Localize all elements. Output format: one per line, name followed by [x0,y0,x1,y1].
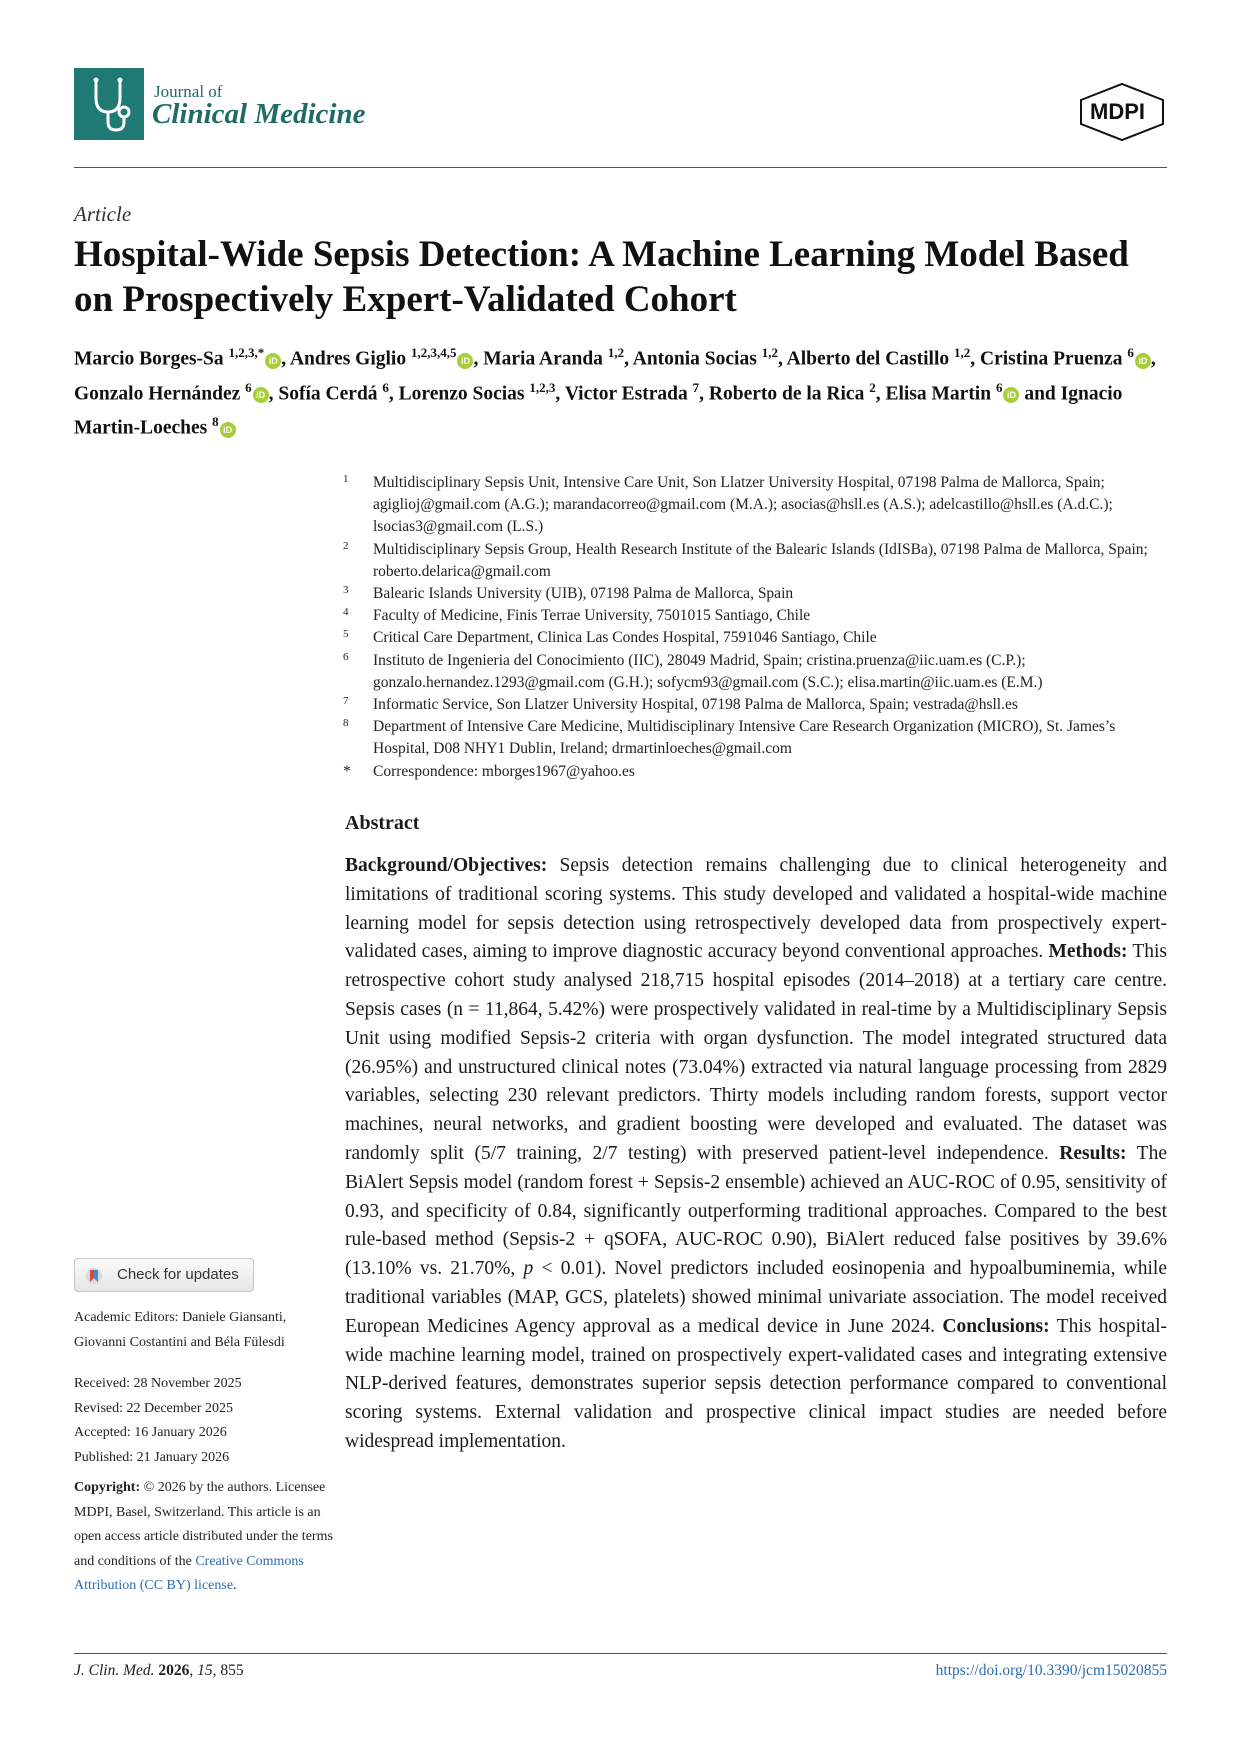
orcid-icon[interactable]: iD [1003,387,1019,403]
received-date: Received: 28 November 2025 [74,1376,242,1391]
conclusions-text: This hospital-wide machine learning model, trained on prospectively expert-validated cases and integrating extensive NLP-derived features, demonstrates superior sepsis detection performance compared to conventional scoring systems. External validation and prospective clinical impact studies are needed before widespread implementation. [345,1315,1167,1452]
author-affiliation-marks: 6 [382,379,389,395]
citation: J. Clin. Med. 2026, 15, 855 [74,1662,244,1679]
article-title: Hospital-Wide Sepsis Detection: A Machine Learning Model Based on Prospectively Expert-Validated Cohort [74,234,1129,320]
author-name: Sofía Cerdá [278,383,383,404]
academic-editors: Academic Editors: Daniele Giansanti, Giovanni Costantini and Béla Fülesdi [74,1310,287,1350]
author-name: Alberto del Castillo [786,348,954,370]
copyright-text: © 2026 by the authors. Licensee MDPI, Basel, Switzerland. This article is an open access article distributed under the terms and conditions of the [74,1480,333,1569]
author-affiliation-marks: 1,2,3 [529,379,556,395]
affiliation-item [343,716,1173,760]
crossmark-icon [85,1267,103,1285]
affiliation-number: 8 [343,717,349,730]
affiliation-item [343,472,1173,539]
correspondence-text: Correspondence: mborges1967@yahoo.es [373,762,635,780]
orcid-icon[interactable]: iD [220,422,236,438]
author-name: Victor Estrada [564,383,693,404]
author-name: Andres Giglio [289,348,411,370]
affiliation-text: Critical Care Department, Clinica Las Condes Hospital, 7591046 Santiago, Chile [373,629,877,647]
background-label: Background/Objectives: [345,855,548,876]
author-separator: , [281,348,290,370]
affiliation-item [343,694,1173,716]
author-name: Elisa Martin [885,383,996,404]
author-name: Lorenzo Socias [398,383,530,404]
citation-page: 855 [220,1662,244,1679]
author-name: Roberto de la Rica [708,383,870,404]
footer-divider [74,1653,1167,1654]
author-name: Antonia Socias [632,348,762,370]
publisher-logo[interactable] [1077,80,1167,142]
affiliation-item [343,539,1173,583]
license-link[interactable]: Creative Commons Attribution (CC BY) license [74,1553,304,1593]
affiliation-number: 5 [343,628,349,641]
author-affiliation-marks: 1,2,3,4,5 [410,345,457,360]
copyright-notice [74,1476,334,1599]
affiliation-text: Balearic Islands University (UIB), 07198 Palma de Mallorca, Spain [373,585,794,603]
author-separator: and [1019,383,1061,404]
affiliation-item [343,650,1173,694]
journal-name: Clinical Medicine [152,98,366,130]
author-name: Cristina Pruenza [980,348,1128,370]
author-separator: , [555,383,565,404]
orcid-icon[interactable]: iD [265,353,281,369]
background-text: Sepsis detection remains challenging due to clinical heterogeneity and limitations of traditional scoring systems. This study developed and validated a hospital-wide machine learning model for sepsis detection using retrospectively developed data from prospectively expert-validated cases, aiming to improve diagnostic accuracy beyond conventional approaches. [345,855,1167,963]
citation-year: 2026 [158,1662,190,1679]
author-name: Maria Aranda [483,348,608,370]
citation-volume: 15 [197,1662,213,1679]
affiliation-number: 7 [343,695,349,708]
correspondence-mark: * [343,762,351,780]
affiliation-number: 6 [343,650,349,663]
author-affiliation-marks: 1,2 [954,345,971,360]
author-separator: , [268,383,279,404]
author-affiliation-marks: 7 [692,379,700,395]
correspondence [343,761,1173,783]
orcid-icon[interactable]: iD [1135,353,1151,369]
author-name: Ignacio Martin-Loeches [74,383,1123,439]
results-label: Results: [1059,1142,1127,1164]
author-name: Gonzalo Hernández [74,383,246,404]
author-affiliation-marks: 1,2 [607,345,625,360]
author-affiliation-marks: 6 [995,379,1003,395]
affiliation-number: 4 [343,606,349,619]
author-separator: , [624,348,633,370]
orcid-icon[interactable]: iD [253,387,269,403]
check-for-updates-button[interactable] [74,1258,254,1292]
journal-logo[interactable] [74,68,374,142]
header-divider [74,167,1167,168]
author-separator: , [1150,348,1156,370]
stethoscope-icon [74,68,144,140]
affiliation-item [343,605,1173,627]
accepted-date: Accepted: 16 January 2026 [74,1425,227,1440]
author-separator: , [388,383,399,404]
author-separator: , [777,348,787,370]
abstract-body [345,852,1167,1457]
affiliation-list [343,472,1173,783]
journal-prefix: Journal of [154,82,223,101]
revised-date: Revised: 22 December 2025 [74,1400,234,1416]
journal-abbreviation: J. Clin. Med. [74,1662,155,1679]
results-text-cont: < 0.01). Novel predictors included eosinopenia and hypoalbuminemia, while traditional variables (MAP, GCS, platelets) showed minimal univariate association. The model received European Medicines Agency approval as a medical device in June 2024. [345,1258,1167,1337]
abstract-heading: Abstract [345,812,420,834]
affiliation-text: Multidisciplinary Sepsis Group, Health Research Institute of the Balearic Islands (IdISBa), 07198 Palma de Mallorca, Spain; roberto.delarica@gmail.com [373,540,1148,580]
author-affiliation-marks: 1,2 [761,345,778,360]
copyright-period: . [233,1578,237,1593]
affiliation-number: 3 [343,584,349,597]
check-for-updates-label: Check for updates [117,1266,239,1283]
p-value-symbol: p [523,1258,534,1280]
author-separator: , [875,383,886,404]
affiliation-number: 1 [343,473,349,485]
affiliation-item [343,583,1173,605]
conclusions-label: Conclusions: [942,1315,1050,1337]
affiliation-text: Faculty of Medicine, Finis Terrae University, 7501015 Santiago, Chile [373,607,811,625]
author-separator: , [473,348,484,370]
affiliation-text: Multidisciplinary Sepsis Unit, Intensive Care Unit, Son Llatzer University Hospital, 07198 Palma de Mallorca, Spain; agiglioj@gmail.com (A.G.); marandacorreo@gmail.com (M.A.); asocias@hsll.es (A.S.); adelcastillo@hsll.es (A.d.C.); lsocias3@gmail.com (L.S.) [373,474,1113,536]
methods-label: Methods: [1048,941,1128,963]
author-affiliation-marks: 1,2,3,* [228,345,265,360]
doi-link[interactable]: https://doi.org/10.3390/jcm15020855 [935,1662,1167,1679]
results-text: The BiAlert Sepsis model (random forest + Sepsis-2 ensemble) achieved an AUC-ROC of 0.95, sensitivity of 0.93, and specificity of 0.84, significantly outperforming traditional approaches. Compared to the best rule-based method (Sepsis-2 + qSOFA, AUC-ROC 0.90), BiAlert reduced false positives by 39.6% (13.10% vs. 21.70%, [345,1142,1167,1280]
affiliation-text: Informatic Service, Son Llatzer University Hospital, 07198 Palma de Mallorca, Spain; vestrada@hsll.es [373,696,1018,714]
author-affiliation-marks: 6 [1127,345,1134,360]
author-separator: , [970,348,980,370]
author-affiliation-marks: 6 [245,379,252,395]
copyright-label: Copyright: [74,1480,141,1495]
author-name: Marcio Borges-Sa [74,348,229,370]
author-affiliation-marks: 2 [869,379,876,395]
orcid-icon[interactable]: iD [457,353,473,369]
article-type: Article [74,202,132,226]
publisher-name: MDPI [1090,99,1145,124]
published-date: Published: 21 January 2026 [74,1449,230,1465]
affiliation-text: Instituto de Ingenieria del Conocimiento (IIC), 28049 Madrid, Spain; cristina.pruenza@iic.uam.es (C.P.); gonzalo.hernandez.1293@gmail.com (G.H.); sofycm93@gmail.com (S.C.); elisa.martin@iic.uam.es (E.M.) [373,651,1043,691]
author-separator: , [699,383,709,404]
affiliation-text: Department of Intensive Care Medicine, Multidisciplinary Intensive Care Research Organization (MICRO), St. James’s Hospital, D08 NHY1 Dublin, Ireland; drmartinloeches@gmail.com [373,718,1116,758]
author-affiliation-marks: 8 [212,414,219,429]
affiliation-item [343,627,1173,649]
methods-text: This retrospective cohort study analysed 218,715 hospital episodes (2014–2018) at a tertiary care centre. Sepsis cases (n = 11,864, 5.42%) were prospectively validated in real-time by a Multidisciplinary Sepsis Unit using modified Sepsis-2 criteria with organ dysfunction. The model integrated structured data (26.95%) and unstructured clinical notes (73.04%) extracted via natural language processing from 2829 variables, selecting 230 relevant predictors. Thirty models including random forests, support vector machines, neural networks, and gradient boosting were developed and evaluated. The dataset was randomly split (5/7 training, 2/7 testing) with preserved patient-level independence. [345,941,1167,1164]
affiliation-number: 2 [343,539,349,552]
author-list [74,339,1174,443]
article-info-sidebar [74,1306,334,1599]
